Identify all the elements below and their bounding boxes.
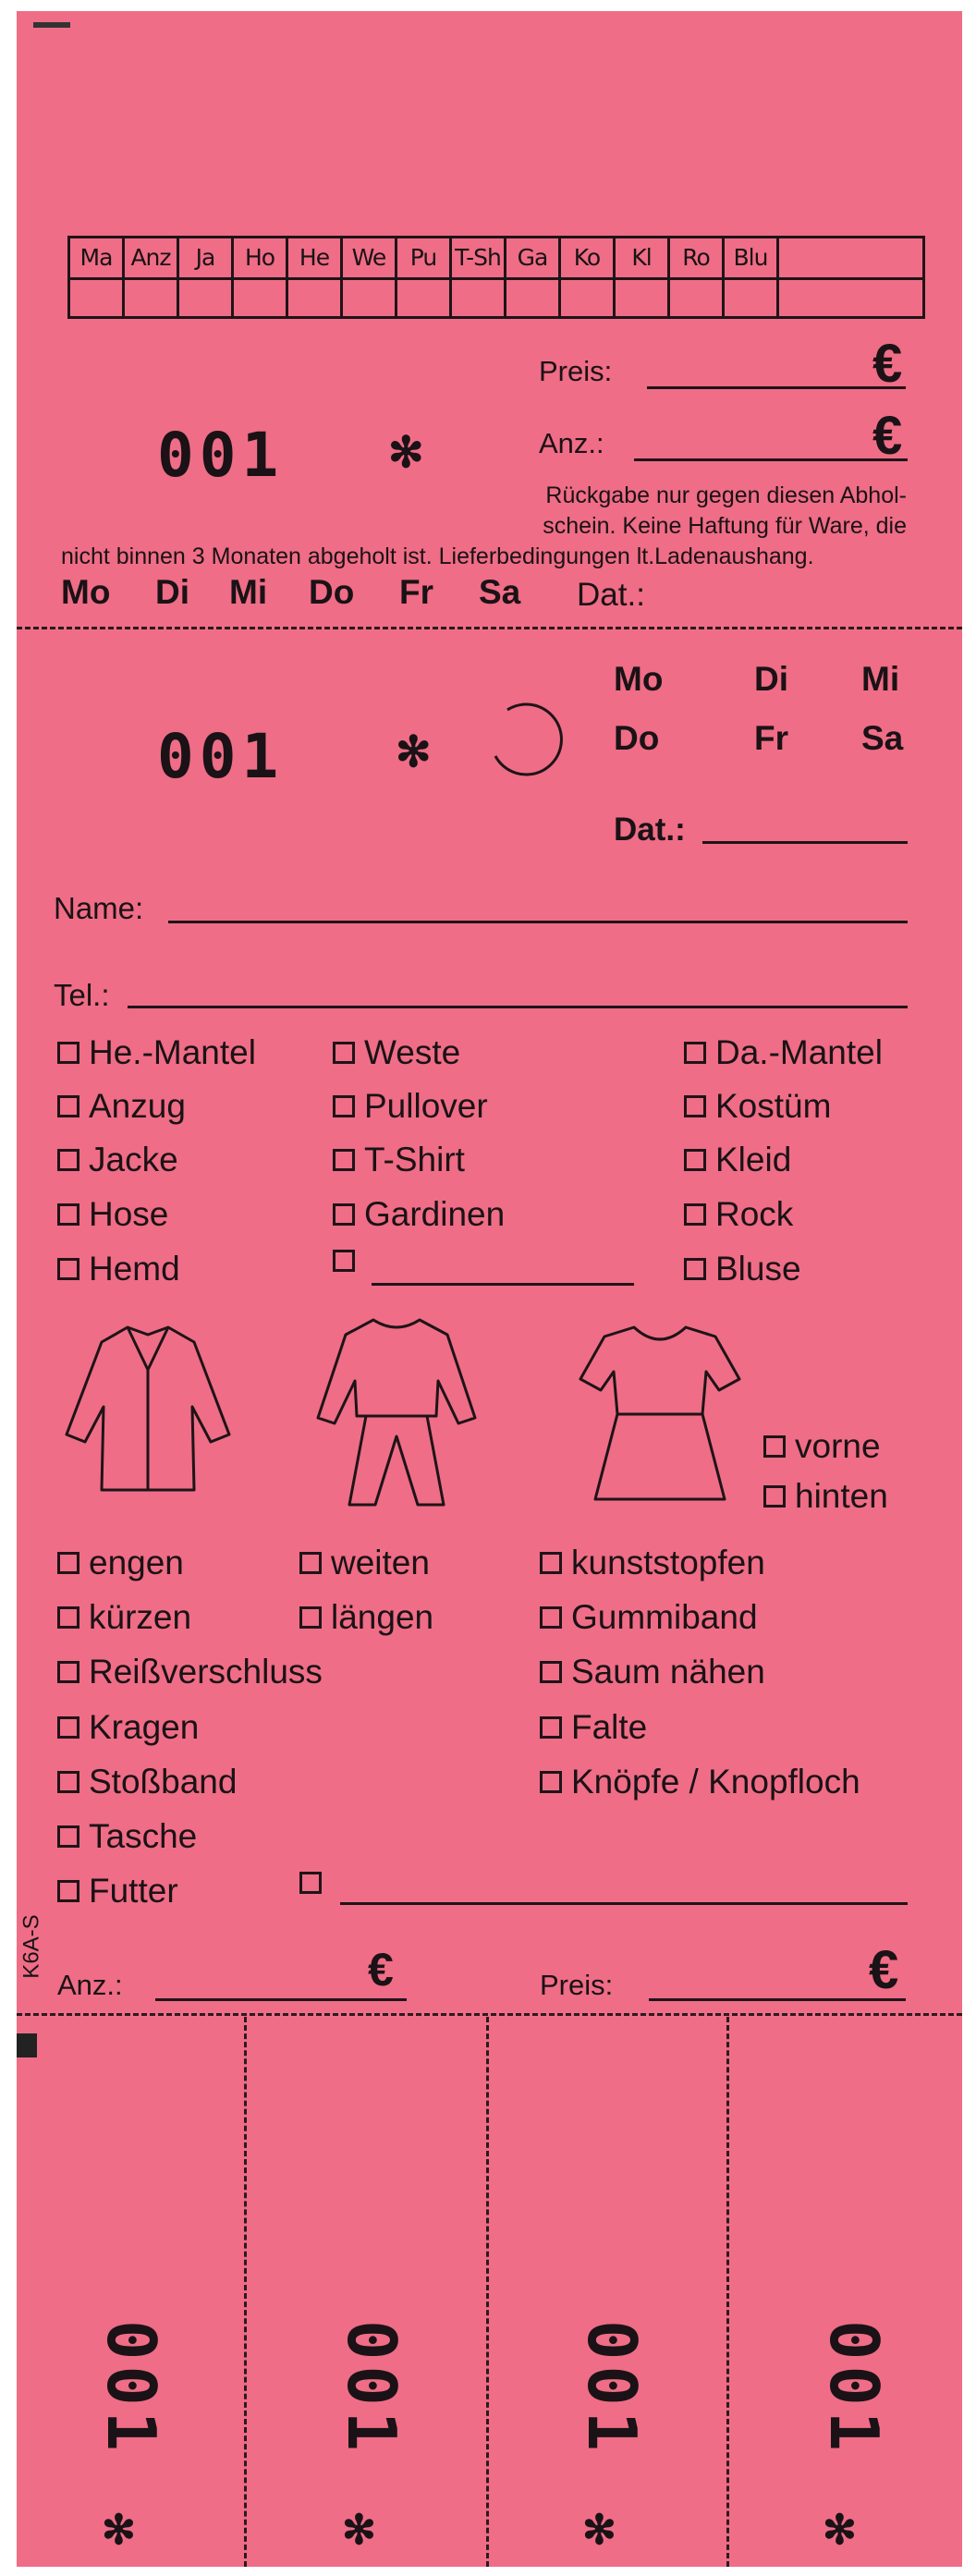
garment-option[interactable]: Weste [333, 1033, 460, 1072]
coat-icon [55, 1314, 240, 1504]
checkbox-icon[interactable] [540, 1606, 562, 1629]
checkbox-icon[interactable] [763, 1485, 786, 1508]
alteration-option[interactable]: weiten [299, 1544, 430, 1582]
garment-option[interactable]: He.-Mantel [57, 1033, 256, 1072]
alteration-option[interactable]: Reißverschluss [57, 1653, 323, 1691]
checkbox-icon[interactable] [763, 1435, 786, 1458]
ticket-number: 001 [157, 420, 285, 491]
quantity-label: Anz.: [539, 427, 604, 459]
checkbox-icon[interactable] [333, 1250, 355, 1272]
weekday-do[interactable]: Do [309, 573, 355, 611]
checkbox-icon[interactable] [540, 1716, 562, 1739]
item-code-table [67, 236, 925, 319]
alteration-option[interactable]: kunststopfen [540, 1544, 765, 1582]
garment-option[interactable]: Bluse [684, 1250, 801, 1288]
euro-symbol: € [869, 1940, 899, 2000]
checkbox-icon[interactable] [299, 1606, 322, 1629]
weekday-di[interactable]: Di [155, 573, 189, 611]
stub-perforation [486, 2017, 489, 2567]
checkbox-icon[interactable] [57, 1042, 79, 1064]
alteration-option[interactable]: Kragen [57, 1708, 199, 1747]
price-line[interactable] [649, 1998, 906, 2001]
suit-icon [309, 1307, 484, 1515]
custom-alteration-line[interactable] [340, 1902, 908, 1905]
code-cell[interactable]: Ma [70, 238, 125, 316]
garment-option[interactable]: Hemd [57, 1250, 180, 1288]
checkbox-icon[interactable] [57, 1203, 79, 1226]
garment-option[interactable]: Rock [684, 1195, 793, 1234]
laundry-ticket [17, 11, 962, 2567]
code-cell[interactable]: Ga [506, 238, 561, 316]
tel-label: Tel.: [54, 978, 110, 1012]
code-cell[interactable]: He [288, 238, 343, 316]
stub-perforation [726, 2017, 729, 2567]
garment-option[interactable]: Gardinen [333, 1195, 505, 1234]
edge-mark [17, 2033, 37, 2057]
circle-icon [484, 699, 567, 782]
euro-symbol: € [368, 1944, 394, 1996]
stub-perforation [244, 2017, 247, 2567]
pickup-date-label: Dat.: [614, 812, 686, 848]
checkbox-icon[interactable] [684, 1258, 706, 1280]
checkbox-icon[interactable] [57, 1258, 79, 1280]
asterisk-icon: ✻ [823, 2508, 857, 2553]
checkbox-icon[interactable] [540, 1552, 562, 1574]
weekday-fr[interactable]: Fr [399, 573, 433, 611]
garment-option[interactable]: Anzug [57, 1087, 186, 1126]
garment-option[interactable]: T-Shirt [333, 1141, 465, 1179]
checkbox-icon[interactable] [540, 1771, 562, 1793]
position-option[interactable]: hinten [763, 1477, 888, 1516]
checkbox-icon[interactable] [57, 1661, 79, 1683]
code-cell[interactable]: Ho [234, 238, 288, 316]
code-cell[interactable]: T-Sh [452, 238, 506, 316]
quantity-label: Anz.: [57, 1969, 123, 2001]
notice-line-3: nicht binnen 3 Monaten abgeholt ist. Lieferbedingungen lt.Ladenaushang. [61, 543, 814, 569]
garment-option[interactable]: Da.-Mantel [684, 1033, 883, 1072]
checkbox-icon[interactable] [57, 1880, 79, 1902]
code-cell[interactable]: Ko [561, 238, 616, 316]
checkbox-icon[interactable] [540, 1661, 562, 1683]
pickup-day-mo[interactable]: Mo [614, 660, 664, 698]
custom-garment-line[interactable] [372, 1283, 634, 1286]
notice-line-2: schein. Keine Haftung für Ware, die [543, 513, 907, 539]
stub-number: 001 [333, 2319, 411, 2458]
asterisk-icon: ✻ [582, 2508, 616, 2553]
garment-option[interactable]: Kleid [684, 1141, 791, 1179]
alteration-option[interactable]: Stoßband [57, 1763, 237, 1801]
stub-number: 001 [815, 2319, 894, 2458]
checkbox-icon[interactable] [333, 1042, 355, 1064]
checkbox-icon[interactable] [299, 1552, 322, 1574]
checkbox-icon[interactable] [684, 1042, 706, 1064]
name-line[interactable] [168, 921, 908, 923]
perforation-line [17, 627, 962, 629]
weekday-mi[interactable]: Mi [229, 573, 268, 611]
corner-mark [33, 22, 70, 28]
price-label: Preis: [539, 355, 613, 387]
code-cell[interactable]: Ro [670, 238, 725, 316]
euro-symbol: € [872, 406, 903, 466]
code-cell[interactable]: Ja [179, 238, 234, 316]
checkbox-icon[interactable] [57, 1716, 79, 1739]
tel-line[interactable] [128, 1006, 908, 1008]
checkbox-icon[interactable] [333, 1149, 355, 1171]
euro-symbol: € [872, 334, 903, 394]
checkbox-icon[interactable] [57, 1552, 79, 1574]
code-cell[interactable]: Blu [725, 238, 779, 316]
name-label: Name: [54, 891, 144, 925]
checkbox-icon[interactable] [299, 1872, 322, 1894]
alteration-option[interactable]: Saum nähen [540, 1653, 765, 1691]
weekday-mo[interactable]: Mo [61, 573, 111, 611]
dress-icon [577, 1314, 743, 1513]
price-line[interactable] [647, 386, 906, 389]
checkbox-icon[interactable] [57, 1149, 79, 1171]
alteration-option[interactable]: kürzen [57, 1598, 191, 1637]
pickup-day-fr[interactable]: Fr [754, 719, 788, 757]
code-cell[interactable]: Kl [616, 238, 670, 316]
alteration-option[interactable]: engen [57, 1544, 184, 1582]
code-cell[interactable]: Pu [397, 238, 452, 316]
alteration-option[interactable]: längen [299, 1598, 433, 1637]
checkbox-icon[interactable] [684, 1149, 706, 1171]
pickup-day-do[interactable]: Do [614, 719, 660, 757]
date-label: Dat.: [577, 577, 645, 613]
ticket-number: 001 [157, 721, 285, 792]
checkbox-icon[interactable] [57, 1095, 79, 1117]
notice-line-1: Rückgabe nur gegen diesen Abhol- [545, 482, 907, 508]
checkbox-icon[interactable] [684, 1095, 706, 1117]
alteration-option[interactable]: Falte [540, 1708, 647, 1747]
stub-number: 001 [573, 2319, 652, 2458]
code-cell[interactable]: We [343, 238, 397, 316]
alteration-option[interactable]: Gummiband [540, 1598, 758, 1637]
asterisk-icon: ✻ [102, 2508, 136, 2553]
checkbox-icon[interactable] [684, 1203, 706, 1226]
alteration-option[interactable]: Tasche [57, 1817, 197, 1856]
alteration-option[interactable]: Knöpfe / Knopfloch [540, 1763, 860, 1801]
alteration-option-custom[interactable] [299, 1872, 331, 1894]
garment-option-custom[interactable] [333, 1250, 364, 1272]
checkbox-icon[interactable] [333, 1095, 355, 1117]
checkbox-icon[interactable] [57, 1606, 79, 1629]
code-table-divider [70, 277, 922, 280]
garment-option[interactable]: Pullover [333, 1087, 488, 1126]
asterisk-icon: ✻ [388, 428, 424, 476]
checkbox-icon[interactable] [333, 1203, 355, 1226]
pickup-day-mi[interactable]: Mi [861, 660, 900, 698]
form-code: K6A-S [18, 1914, 44, 1979]
garment-option[interactable]: Kostüm [684, 1087, 831, 1126]
checkbox-icon[interactable] [57, 1825, 79, 1848]
quantity-line[interactable] [155, 1998, 407, 2001]
pickup-date-line[interactable] [702, 841, 908, 844]
quantity-line[interactable] [634, 458, 908, 461]
pickup-day-di[interactable]: Di [754, 660, 788, 698]
code-cell[interactable]: Anz [125, 238, 179, 316]
garment-option[interactable]: Jacke [57, 1141, 178, 1179]
perforation-line [17, 2013, 962, 2016]
alteration-option[interactable]: Futter [57, 1872, 178, 1911]
checkbox-icon[interactable] [57, 1771, 79, 1793]
stub-number: 001 [92, 2319, 171, 2458]
position-option[interactable]: vorne [763, 1427, 881, 1466]
weekday-sa[interactable]: Sa [479, 573, 521, 611]
pickup-day-sa[interactable]: Sa [861, 719, 904, 757]
garment-option[interactable]: Hose [57, 1195, 168, 1234]
asterisk-icon: ✻ [396, 727, 432, 775]
price-label: Preis: [540, 1969, 614, 2001]
asterisk-icon: ✻ [342, 2508, 376, 2553]
